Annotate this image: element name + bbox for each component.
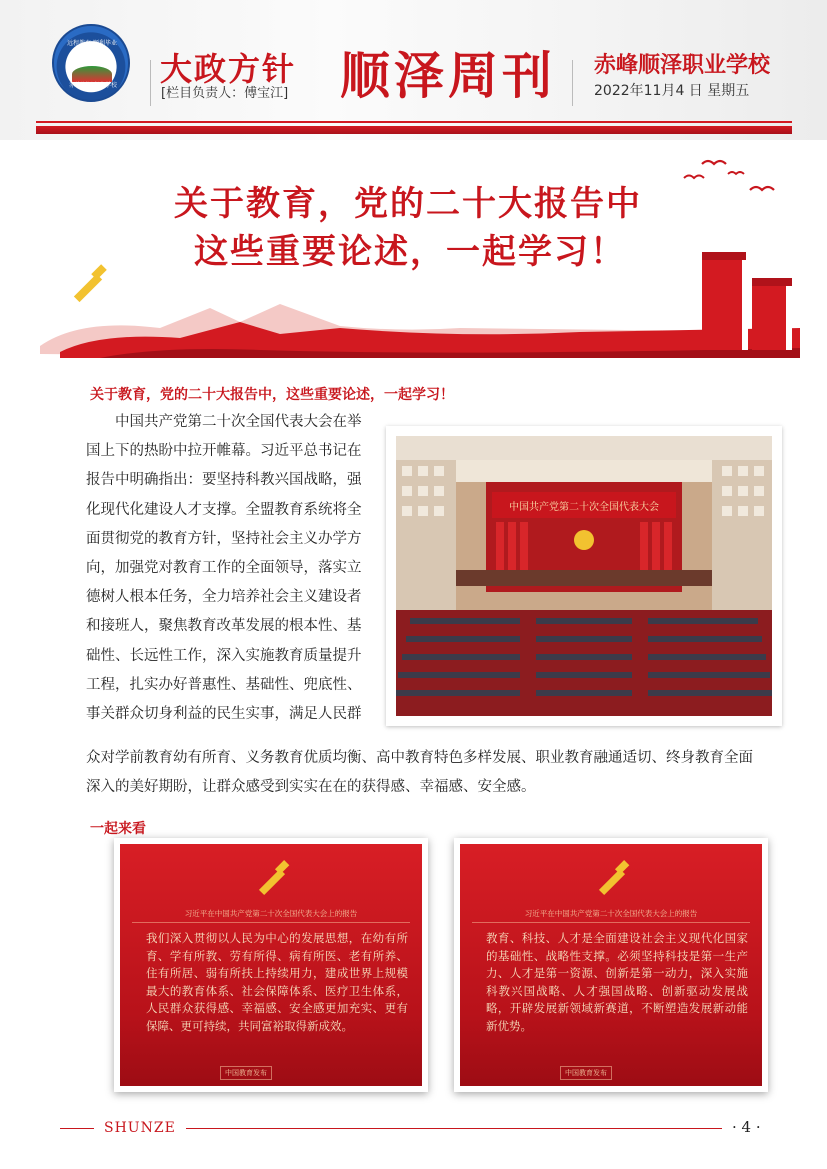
article-line: 国上下的热盼中拉开帷幕。习近平总书记在 — [86, 443, 362, 460]
logo-ring-text: 远程教育 顺利毕业 — [67, 40, 117, 47]
card-brand-badge: 中国教育发布 — [560, 1066, 612, 1080]
header-divider — [150, 60, 151, 106]
header-rule-thin — [36, 121, 792, 123]
article-line: 众对学前教育幼有所育、义务教育优质均衡、高中教育特色多样发展、职业教育融通适切、终身教育全面 — [86, 750, 753, 766]
card-divider — [132, 922, 410, 923]
article-lead: 关于教育，党的二十大报告中，这些重要论述，一起学习！ — [90, 387, 454, 403]
school-logo — [52, 24, 130, 102]
congress-hall-photo — [386, 426, 782, 726]
header-divider — [572, 60, 573, 106]
card-quote: 我们深入贯彻以人民为中心的发展思想，在幼有所育、学有所教、劳有所得、病有所医、老有所养、住有所居、弱有所扶上持续用力，建成世界上规模最大的教育体系、社会保障体系、医疗卫生体系，人民群众获得感、幸福感、安全感更加充实、更有保障、更可持续，共同富裕取得新成效。 — [146, 931, 408, 1033]
card-brand-badge: 中国教育发布 — [220, 1066, 272, 1080]
article-line: 德树人根本任务，全力培养社会主义建设者 — [86, 589, 362, 606]
hall-banner-text: 中国共产党第二十次全国代表大会 — [509, 502, 659, 513]
page-number: · 4 · — [732, 1118, 761, 1136]
banner-title-line1: 关于教育，党的二十大报告中 — [174, 184, 642, 224]
article-body-wide — [86, 744, 786, 802]
header-rule — [36, 126, 792, 134]
quote-card-right — [454, 838, 768, 1092]
card-divider — [472, 922, 750, 923]
party-emblem-icon — [588, 858, 636, 906]
card-caption: 习近平在中国共产党第二十次全国代表大会上的报告 — [524, 909, 698, 918]
party-emblem-icon — [248, 858, 296, 906]
article-line: 础性、长远性工作，深入实施教育质量提升 — [86, 647, 362, 664]
logo-school-text: 赤峰顺泽职业学校 — [68, 82, 117, 89]
article-line: 报告中明确指出：要坚持科教兴国战略，强 — [86, 472, 362, 489]
card-quote: 教育、科技、人才是全面建设社会主义现代化国家的基础性、战略性支撑。必须坚持科技是第一生产力、人才是第一资源、创新是第一动力，深入实施科教兴国战略、人才强国战略、创新驱动发展战略，开辟发展新领域新赛道，不断塑造发展新动能新优势。 — [486, 931, 748, 1033]
page-header — [0, 0, 827, 140]
footer-rule-left — [60, 1128, 94, 1129]
books-graphic — [692, 244, 802, 354]
article-line: 事关群众切身利益的民生实事，满足人民群 — [86, 706, 362, 723]
article-line: 深入的美好期盼，让群众感受到实实在在的获得感、幸福感、安全感。 — [86, 779, 536, 796]
footer-brand: SHUNZE — [104, 1120, 176, 1136]
quote-card-left — [114, 838, 428, 1092]
issue-date: 2022年11月4 日 星期五 — [594, 83, 750, 99]
school-name: 赤峰顺泽职业学校 — [594, 53, 771, 78]
article-line: 面贯彻党的教育方针，坚持社会主义办学方 — [86, 530, 362, 547]
article-line: 中国共产党第二十次全国代表大会在举 — [86, 414, 362, 430]
banner-title-line2: 这些重要论述，一起学习！ — [194, 232, 626, 272]
article-line: 向，加强党对教育工作的全面领导，落实立 — [86, 560, 362, 577]
publication-title: 顺泽周刊 — [340, 46, 556, 105]
column-title: 大政方针 — [160, 50, 297, 88]
mountain-ribbon-graphic — [40, 298, 800, 358]
column-editor: [栏目负责人：傅宝江] — [161, 86, 289, 101]
article-line: 工程，扎实办好普惠性、基础性、兜底性、 — [86, 676, 362, 693]
article-line: 化现代化建设人才支撑。全盟教育系统将全 — [86, 501, 362, 518]
footer-rule-right — [186, 1128, 722, 1129]
article-body-narrow — [86, 408, 376, 729]
section-subheading: 一起来看 — [90, 821, 146, 837]
flying-birds-icon — [680, 154, 780, 214]
feature-banner — [40, 148, 800, 363]
congress-hall-illustration — [396, 436, 772, 716]
card-caption: 习近平在中国共产党第二十次全国代表大会上的报告 — [184, 909, 358, 918]
article-line: 和接班人，聚焦教育改革发展的根本性、基 — [86, 618, 362, 635]
